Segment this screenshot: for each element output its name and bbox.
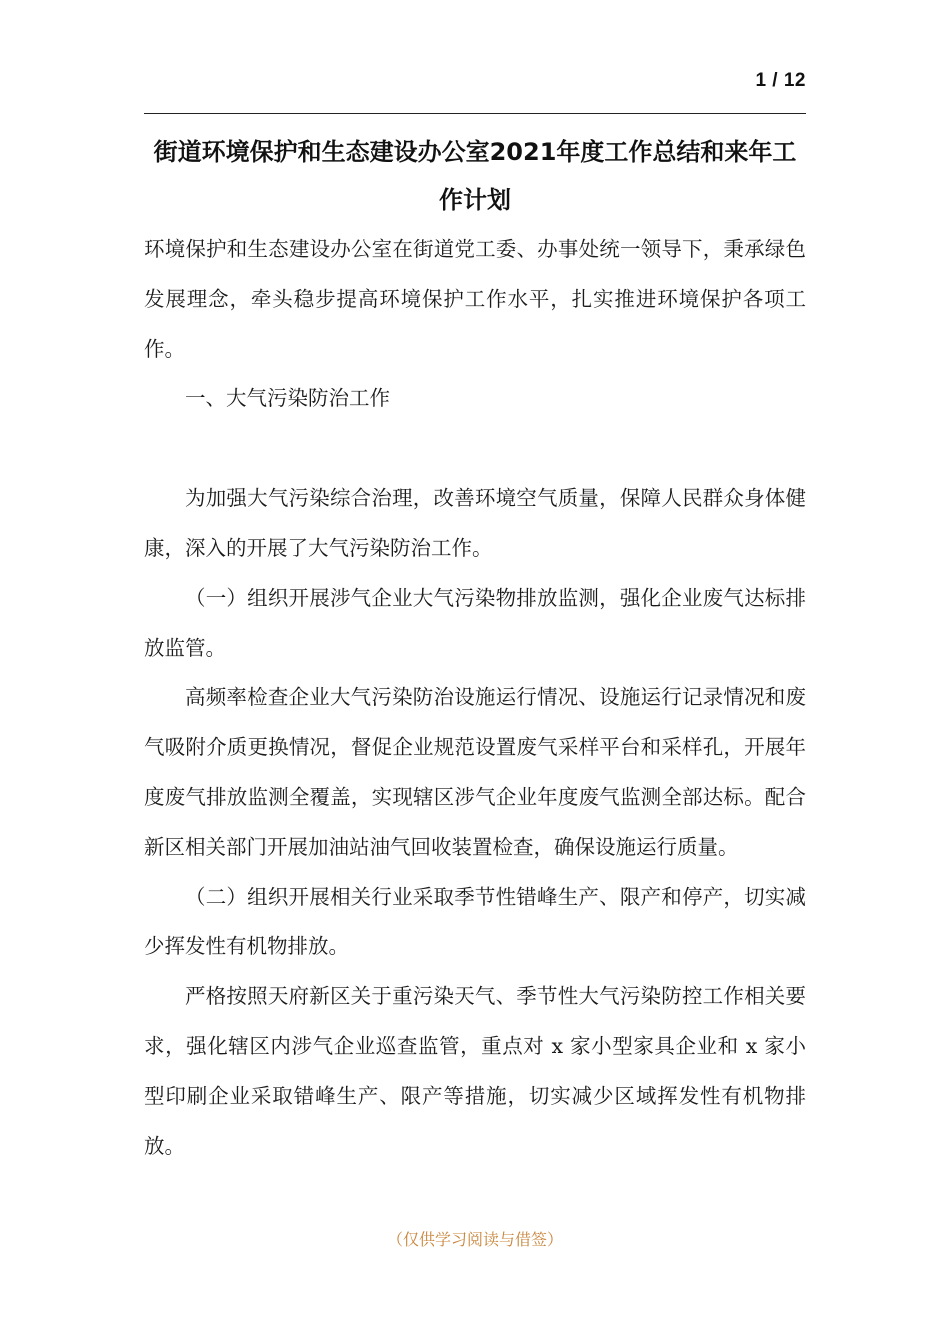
paragraph: 高频率检查企业大气污染防治设施运行情况、设施运行记录情况和废气吸附介质更换情况，督促企业规范设置废气采样平台和采样孔，开展年度废气排放监测全覆盖，实现辖区涉气企业年度废气监测全部达标。配合新区相关部门开展加油站油气回收装置检查，确保设施运行质量。 bbox=[144, 685, 806, 859]
document-title: 街道环境保护和生态建设办公室2021年度工作总结和来年工作计划 bbox=[153, 138, 797, 214]
section-heading: 一、大气污染防治工作 bbox=[185, 386, 390, 411]
paragraph: 严格按照天府新区关于重污染天气、季节性大气污染防控工作相关要求，强化辖区内涉气企业巡查监管，重点对 x 家小型家具企业和 x 家小型印刷企业采取错峰生产、限产等措施，切实减少区域挥发性有机物排放。 bbox=[144, 984, 806, 1158]
page-number: 1 / 12 bbox=[755, 70, 806, 91]
header-rule bbox=[144, 113, 806, 114]
paragraph-intro: 环境保护和生态建设办公室在街道党工委、办事处统一领导下，秉承绿色发展理念，牵头稳步提高环境保护工作水平，扎实推进环境保护各项工作。 bbox=[144, 237, 806, 361]
paragraph: 为加强大气污染综合治理，改善环境空气质量，保障人民群众身体健康，深入的开展了大气污染防治工作。 bbox=[144, 486, 806, 560]
footer-note: （仅供学习阅读与借签） bbox=[386, 1230, 563, 1249]
document-body bbox=[144, 225, 806, 1171]
blank-line bbox=[144, 424, 806, 474]
subsection-heading: （二）组织开展相关行业采取季节性错峰生产、限产和停产，切实减少挥发性有机物排放。 bbox=[144, 884, 806, 959]
subsection-heading: （一）组织开展涉气企业大气污染物排放监测，强化企业废气达标排放监管。 bbox=[144, 585, 806, 660]
